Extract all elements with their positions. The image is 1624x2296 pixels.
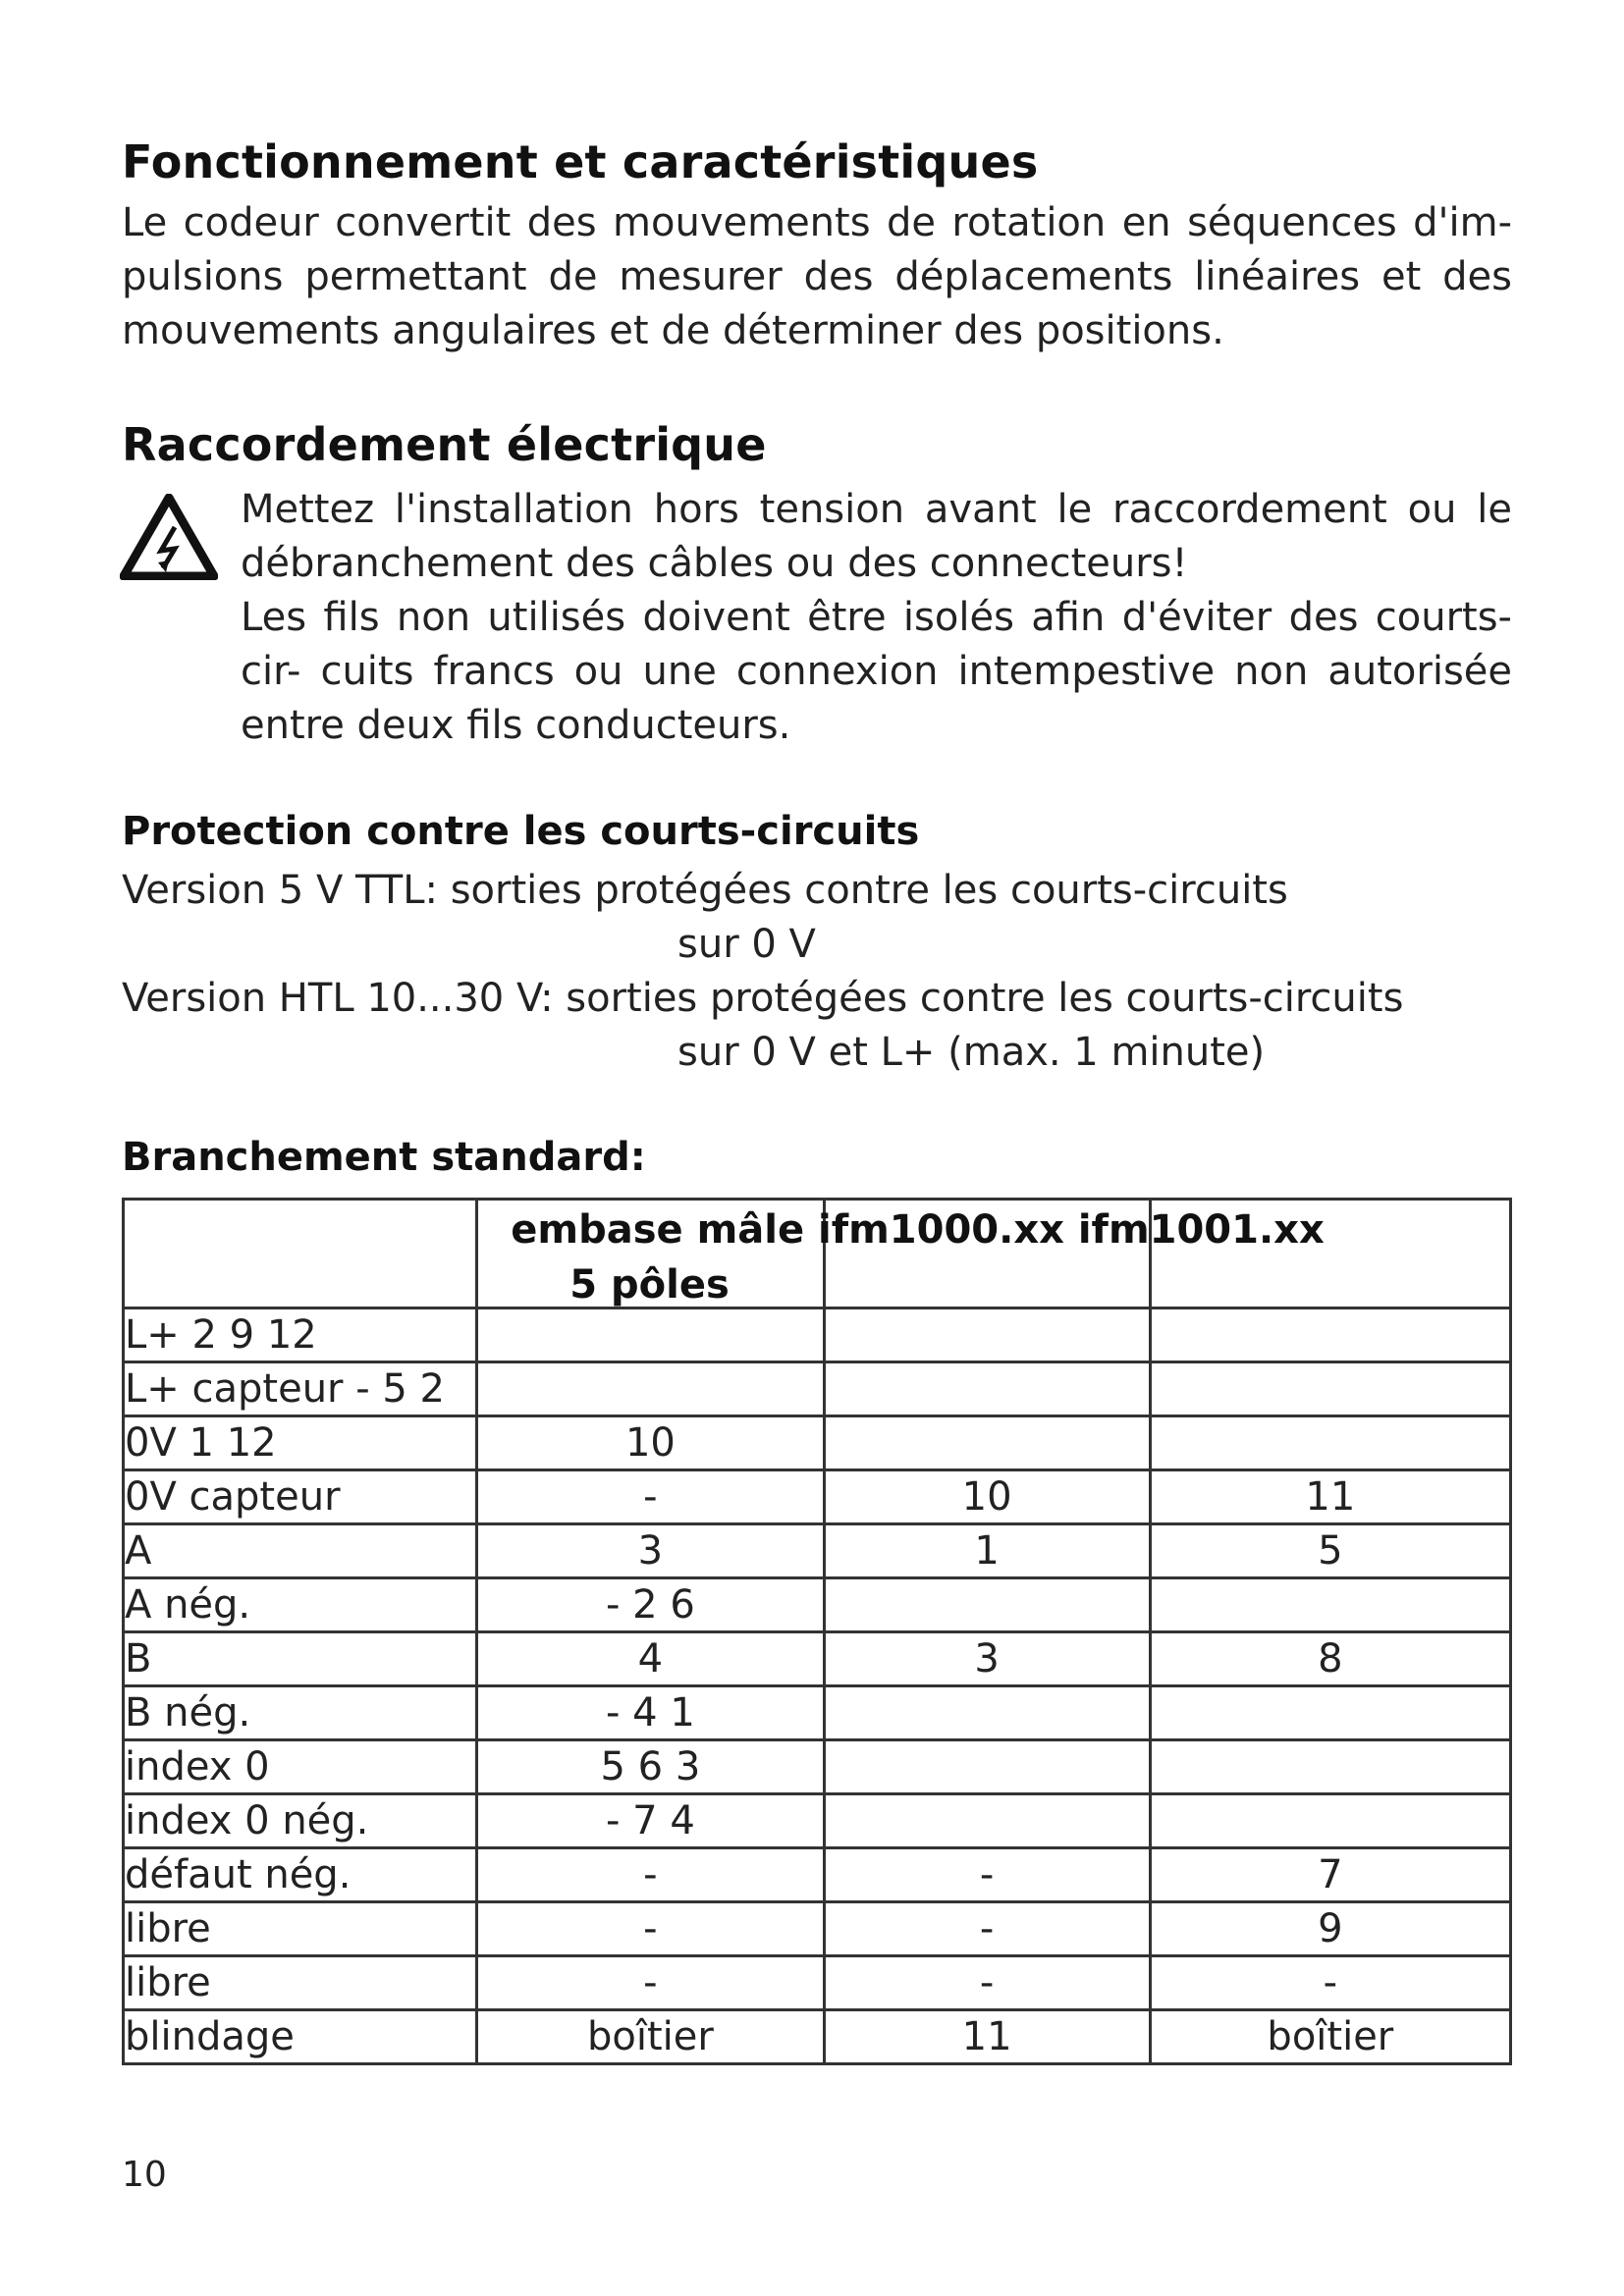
ifm1001-pin-cell: [1150, 1740, 1510, 1794]
header-cell-connector: [477, 1200, 1325, 1308]
table-row: [124, 1524, 1511, 1578]
row-label-cell: B: [124, 1632, 477, 1686]
table-row: [124, 2010, 1511, 2064]
row-label-cell: défaut nég.: [124, 1848, 477, 1902]
header-line-1: embase mâle ifm1000.xx ifm1001.xx: [511, 1207, 1325, 1253]
warning-electric-icon: [120, 494, 218, 580]
protection-line-ttl-sub: sur 0 V: [677, 922, 816, 967]
row-label-cell: index 0 nég.: [124, 1794, 477, 1848]
table-row: [124, 1848, 1511, 1902]
text-line: Mettez l'installation hors tension avant le raccordement ou le: [241, 487, 1512, 532]
ifm1000-pin-cell: [824, 1308, 1150, 1362]
connector-pin-cell: - 2 6: [477, 1578, 824, 1632]
text-line: débranchement des câbles ou des connecteurs!: [241, 541, 1188, 586]
protection-line-ttl: Version 5 V TTL: sorties protégées contre les courts-circuits: [122, 868, 1288, 913]
connector-pin-cell: -: [477, 1848, 824, 1902]
raccordement-warning-paragraph: [241, 483, 1512, 753]
ifm1001-pin-cell: [1150, 1794, 1510, 1848]
row-label-cell: L+ 2 9 12: [124, 1308, 477, 1362]
branchement-table: [122, 1198, 1512, 2065]
connector-pin-cell: 3: [477, 1524, 824, 1578]
text-line: Les fils non utilisés doivent être isolés afin d'éviter des courts-cir-: [241, 595, 1512, 694]
table-row: [124, 1416, 1511, 1470]
section-title-raccordement: Raccordement électrique: [122, 418, 767, 471]
table-row: [124, 1794, 1511, 1848]
ifm1000-pin-cell: 1: [824, 1524, 1150, 1578]
ifm1000-pin-cell: [824, 1578, 1150, 1632]
row-label-cell: 0V 1 12: [124, 1416, 477, 1470]
ifm1000-pin-cell: 3: [824, 1632, 1150, 1686]
section-title-branchement: Branchement standard:: [122, 1135, 646, 1180]
table-row: [124, 1686, 1511, 1740]
connector-pin-cell: 4: [477, 1632, 824, 1686]
ifm1000-pin-cell: 11: [824, 2010, 1150, 2064]
table-row: [124, 1956, 1511, 2010]
ifm1001-pin-cell: [1150, 1308, 1510, 1362]
table-row: [124, 1308, 1511, 1362]
text-line: mouvements angulaires et de déterminer des positions.: [122, 308, 1224, 353]
ifm1001-pin-cell: [1150, 1578, 1510, 1632]
ifm1001-pin-cell: [1150, 1362, 1510, 1416]
connector-pin-cell: 10: [477, 1416, 824, 1470]
connector-pin-cell: 5 6 3: [477, 1740, 824, 1794]
ifm1000-pin-cell: 10: [824, 1470, 1150, 1524]
connector-pin-cell: [477, 1362, 824, 1416]
section-title-fonctionnement: Fonctionnement et caractéristiques: [122, 135, 1039, 188]
table-row: [124, 1578, 1511, 1632]
connector-pin-cell: [477, 1308, 824, 1362]
page-number: 10: [122, 2155, 167, 2195]
ifm1001-pin-cell: -: [1150, 1956, 1510, 2010]
ifm1000-pin-cell: [824, 1686, 1150, 1740]
ifm1000-pin-cell: [824, 1794, 1150, 1848]
protection-line-htl-sub: sur 0 V et L+ (max. 1 minute): [677, 1030, 1266, 1075]
row-label-cell: libre: [124, 1902, 477, 1956]
ifm1000-pin-cell: [824, 1362, 1150, 1416]
table-row: [124, 1470, 1511, 1524]
row-label-cell: B nég.: [124, 1686, 477, 1740]
ifm1001-pin-cell: 8: [1150, 1632, 1510, 1686]
protection-line-htl: Version HTL 10...30 V: sorties protégées contre les courts-circuits: [122, 976, 1404, 1021]
connector-pin-cell: -: [477, 1956, 824, 2010]
row-label-cell: blindage: [124, 2010, 477, 2064]
connector-pin-cell: - 7 4: [477, 1794, 824, 1848]
row-label-cell: libre: [124, 1956, 477, 2010]
header-line-2: 5 pôles: [569, 1262, 730, 1308]
ifm1001-pin-cell: 7: [1150, 1848, 1510, 1902]
text-line: cuits francs ou une connexion intempestive non autorisée entre: [241, 649, 1512, 748]
section-title-protection: Protection contre les courts-circuits: [122, 809, 920, 854]
ifm1000-pin-cell: [824, 1416, 1150, 1470]
row-label-cell: A nég.: [124, 1578, 477, 1632]
ifm1000-pin-cell: -: [824, 1848, 1150, 1902]
table-row: [124, 1902, 1511, 1956]
connector-pin-cell: -: [477, 1470, 824, 1524]
ifm1001-pin-cell: boîtier: [1150, 2010, 1510, 2064]
ifm1000-pin-cell: -: [824, 1956, 1150, 2010]
ifm1001-pin-cell: 11: [1150, 1470, 1510, 1524]
ifm1001-pin-cell: [1150, 1686, 1510, 1740]
connector-pin-cell: boîtier: [477, 2010, 824, 2064]
ifm1001-pin-cell: 5: [1150, 1524, 1510, 1578]
table-row: [124, 1632, 1511, 1686]
row-label-cell: L+ capteur - 5 2: [124, 1362, 477, 1416]
ifm1000-pin-cell: [824, 1740, 1150, 1794]
ifm1000-pin-cell: -: [824, 1902, 1150, 1956]
table-header-row: [124, 1200, 1511, 1308]
ifm1001-pin-cell: [1150, 1416, 1510, 1470]
ifm1001-pin-cell: 9: [1150, 1902, 1510, 1956]
text-line: deux fils conducteurs.: [356, 703, 791, 748]
text-line: Le codeur convertit des mouvements de rotation en séquences d'im-: [122, 200, 1512, 245]
row-label-cell: A: [124, 1524, 477, 1578]
connector-pin-cell: -: [477, 1902, 824, 1956]
row-label-cell: index 0: [124, 1740, 477, 1794]
connector-pin-cell: - 4 1: [477, 1686, 824, 1740]
table-row: [124, 1362, 1511, 1416]
table-row: [124, 1740, 1511, 1794]
fonctionnement-paragraph: [122, 196, 1512, 358]
row-label-cell: 0V capteur: [124, 1470, 477, 1524]
header-cell-empty: [124, 1200, 477, 1308]
text-line: pulsions permettant de mesurer des déplacements linéaires et des: [122, 254, 1512, 299]
